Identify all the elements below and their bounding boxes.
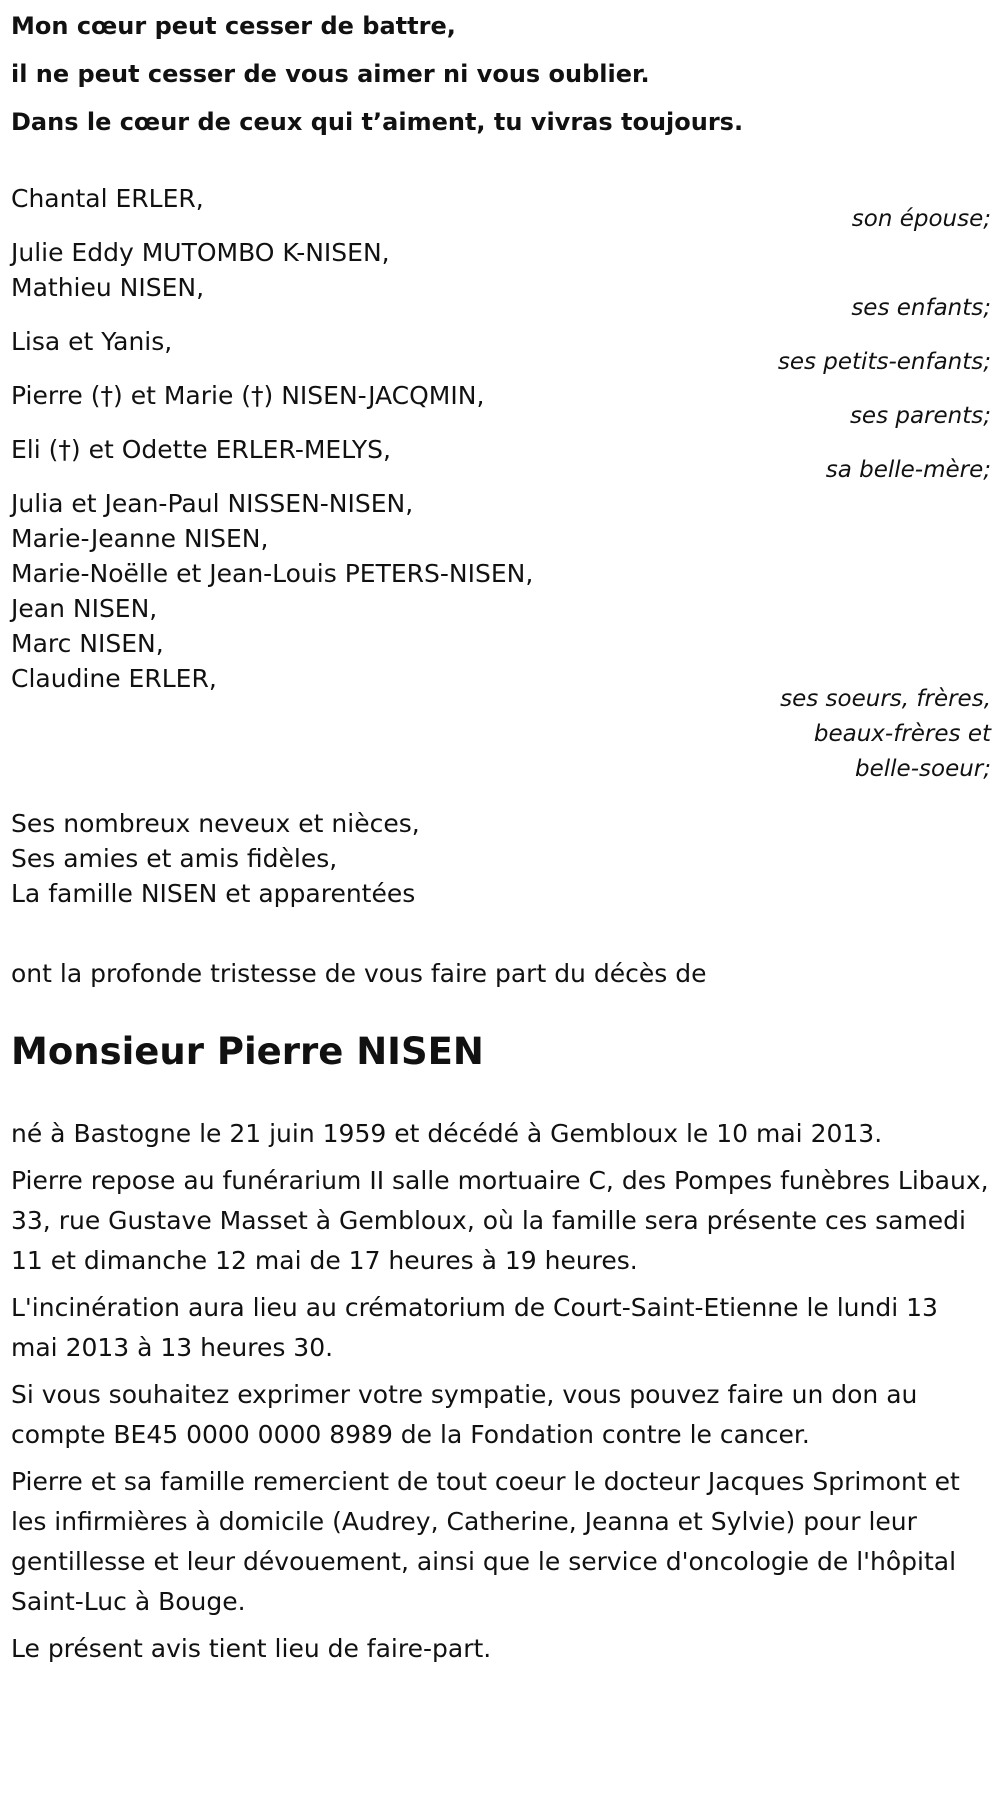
family-name: Marie-Jeanne NISEN, xyxy=(11,524,269,553)
deceased-name: Monsieur Pierre NISEN xyxy=(11,1030,484,1073)
cremation-paragraph: L'incinération aura lieu au crématorium de Court-Saint-Etienne le lundi 13 mai 2013 à 13 heures 30. xyxy=(11,1293,938,1362)
family-role: son épouse; xyxy=(851,206,991,232)
family-role: ses parents; xyxy=(849,403,991,429)
family-name: Chantal ERLER, xyxy=(11,184,204,213)
family-role: beaux-frères et xyxy=(813,721,991,747)
family-name: Julia et Jean-Paul NISSEN-NISEN, xyxy=(11,489,414,518)
family-name: Jean NISEN, xyxy=(11,594,158,623)
thanks-paragraph: Pierre et sa famille remercient de tout coeur le docteur Jacques Sprimont et les infirmières à domicile (Audrey, Catherine, Jeanna et Sylvie) pour leur gentillesse et leur dévouement, ainsi que le service d'oncologie de l'hôpital Saint-Luc à Bouge. xyxy=(11,1467,960,1616)
poem xyxy=(11,2,991,146)
family-name: Claudine ERLER, xyxy=(11,664,217,693)
family-role: ses petits-enfants; xyxy=(777,349,991,375)
family-name: Marc NISEN, xyxy=(11,629,164,658)
poem-line: il ne peut cesser de vous aimer ni vous oublier. xyxy=(11,60,650,88)
family-role: ses soeurs, frères, xyxy=(780,686,991,712)
family-name: Mathieu NISEN, xyxy=(11,273,205,302)
family-group-grandchildren xyxy=(11,322,991,382)
details xyxy=(11,1114,991,1669)
family-list xyxy=(11,179,991,914)
family-role: belle-soeur; xyxy=(855,756,991,782)
family-name: Eli (†) et Odette ERLER-MELYS, xyxy=(11,435,391,464)
family-group-siblings xyxy=(11,484,991,789)
family-group-parents xyxy=(11,376,991,436)
family-name: Pierre (†) et Marie (†) NISEN-JACQMIN, xyxy=(11,381,485,410)
family-name: Lisa et Yanis, xyxy=(11,327,173,356)
donation-paragraph: Si vous souhaitez exprimer votre sympatie, vous pouvez faire un don au compte BE45 0000 0000 8989 de la Fondation contre le cancer. xyxy=(11,1380,918,1449)
family-name: Marie-Noëlle et Jean-Louis PETERS-NISEN, xyxy=(11,559,534,588)
funerarium-paragraph: Pierre repose au funérarium II salle mortuaire C, des Pompes funèbres Libaux, 33, rue Gustave Masset à Gembloux, où la famille sera présente ces samedi 11 et dimanche 12 mai de 17 heures à 19 heures. xyxy=(11,1166,989,1275)
family-name: Ses amies et amis fidèles, xyxy=(11,844,338,873)
family-group-children xyxy=(11,233,991,328)
family-role: ses enfants; xyxy=(851,295,991,321)
family-group-spouse xyxy=(11,179,991,239)
family-role: sa belle-mère; xyxy=(825,457,991,483)
poem-line: Dans le cœur de ceux qui t’aiment, tu vivras toujours. xyxy=(11,108,744,136)
closing-paragraph: Le présent avis tient lieu de faire-part. xyxy=(11,1634,492,1663)
family-name: La famille NISEN et apparentées xyxy=(11,879,416,908)
obituary-notice xyxy=(11,0,991,1669)
birth-death-paragraph: né à Bastogne le 21 juin 1959 et décédé à Gembloux le 10 mai 2013. xyxy=(11,1119,883,1148)
poem-line: Mon cœur peut cesser de battre, xyxy=(11,12,456,40)
family-name: Julie Eddy MUTOMBO K-NISEN, xyxy=(11,238,390,267)
family-group-others xyxy=(11,804,991,914)
family-name: Ses nombreux neveux et nièces, xyxy=(11,809,420,838)
announcement-intro: ont la profonde tristesse de vous faire part du décès de xyxy=(11,959,707,988)
family-group-in-laws xyxy=(11,430,991,490)
